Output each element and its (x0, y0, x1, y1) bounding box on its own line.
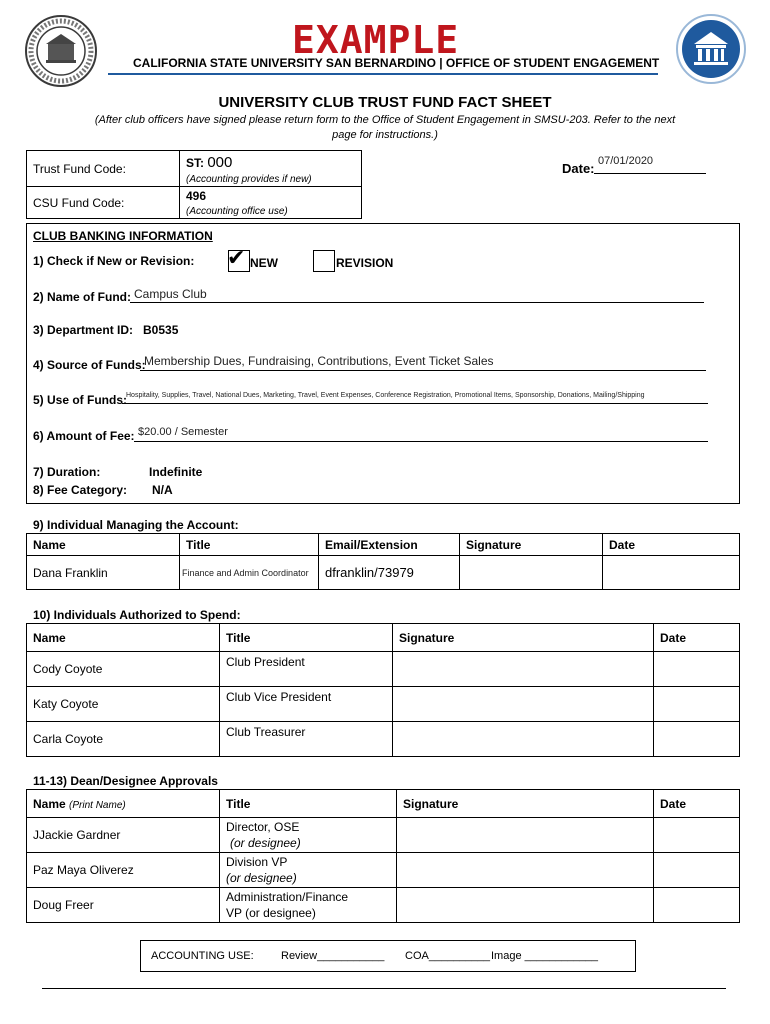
office-subtitle: CALIFORNIA STATE UNIVERSITY SAN BERNARDINO | OFFICE OF STUDENT ENGAGEMENT (133, 56, 660, 70)
csu-fund-note: (Accounting office use) (186, 206, 288, 217)
approvals-header-name (27, 790, 220, 818)
accounting-image[interactable]: Image ____________ (491, 950, 599, 962)
table-row (27, 687, 740, 722)
approver-signature-1[interactable] (397, 818, 654, 853)
manager-title: Finance and Admin Coordinator (180, 556, 319, 590)
accounting-use-label: ACCOUNTING USE: (151, 950, 254, 962)
approver-name-3: Doug Freer (27, 888, 220, 923)
table-row (27, 818, 740, 853)
manager-email: dfranklin/73979 (319, 556, 460, 590)
approver-title-3-line1: Administration/Finance (226, 890, 349, 904)
date-label: Date: (562, 161, 595, 176)
authorized-heading: 10) Individuals Authorized to Spend: (33, 608, 241, 622)
q4-label: 4) Source of Funds: (33, 358, 146, 372)
approver-name-2: Paz Maya Oliverez (27, 853, 220, 888)
csu-fund-label: CSU Fund Code: (27, 187, 180, 219)
authorized-date-1[interactable] (654, 652, 740, 687)
revision-checkbox[interactable] (313, 250, 335, 272)
check-mark-icon: ✔ (227, 245, 246, 270)
approvals-table (26, 789, 740, 923)
q6-value[interactable]: $20.00 / Semester (138, 426, 228, 438)
approver-date-2[interactable] (654, 853, 740, 888)
approvals-heading: 11-13) Dean/Designee Approvals (33, 774, 218, 788)
q4-underline (140, 370, 706, 371)
new-label: NEW (250, 256, 278, 270)
approvals-header-date: Date (654, 790, 740, 818)
managing-heading: 9) Individual Managing the Account: (33, 518, 239, 532)
managing-header-date: Date (603, 534, 740, 556)
example-watermark: EXAMPLE (292, 18, 460, 62)
authorized-title-2: Club Vice President (220, 687, 393, 722)
approvals-name-label: Name (33, 796, 66, 811)
table-row (27, 888, 740, 923)
manager-name: Dana Franklin (27, 556, 180, 590)
q2-label: 2) Name of Fund: (33, 290, 131, 304)
csu-fund-value: 496 (186, 189, 207, 203)
authorized-date-2[interactable] (654, 687, 740, 722)
instructions-line-2: page for instructions.) (332, 129, 438, 141)
instructions-line-1: (After club officers have signed please return form to the Office of Student Engagement in SMSU-203. Refer to the next (94, 114, 676, 126)
q7-label: 7) Duration: (33, 465, 101, 479)
trust-prefix: ST: (186, 156, 204, 170)
authorized-signature-3[interactable] (393, 722, 654, 757)
authorized-name-3: Carla Coyote (27, 722, 220, 757)
authorized-name-1: Cody Coyote (27, 652, 220, 687)
university-seal-logo (24, 14, 98, 88)
q7-value: Indefinite (149, 465, 203, 479)
banking-heading: CLUB BANKING INFORMATION (33, 229, 213, 243)
csu-fund-cell[interactable] (180, 187, 362, 219)
form-title: UNIVERSITY CLUB TRUST FUND FACT SHEET (218, 94, 552, 111)
q8-label: 8) Fee Category: (33, 483, 128, 497)
q5-underline (122, 403, 708, 404)
q5-value[interactable]: Hospitality, Supplies, Travel, National Dues, Marketing, Travel, Event Expenses, Conference Registration, Promotional Items, Sponsorship, Donations, Mailing/Shipping (126, 392, 645, 399)
footer-rule (42, 988, 726, 989)
table-row (27, 556, 740, 590)
authorized-header-title: Title (220, 624, 393, 652)
accounting-use-box (140, 940, 636, 972)
q8-value: N/A (152, 483, 173, 497)
table-row (27, 853, 740, 888)
approver-title-1-line2: (or designee) (230, 836, 301, 850)
date-value[interactable]: 07/01/2020 (598, 155, 654, 167)
authorized-signature-2[interactable] (393, 687, 654, 722)
approvals-header-signature: Signature (397, 790, 654, 818)
approver-name-1: JJackie Gardner (27, 818, 220, 853)
accounting-review[interactable]: Review___________ (281, 950, 385, 962)
approver-date-3[interactable] (654, 888, 740, 923)
revision-label: REVISION (336, 256, 394, 270)
approver-title-2 (220, 853, 397, 888)
approver-title-3-line2: VP (or designee) (226, 906, 316, 920)
approvals-header-title: Title (220, 790, 397, 818)
managing-header-email: Email/Extension (319, 534, 460, 556)
approver-signature-2[interactable] (397, 853, 654, 888)
header-rule (108, 73, 658, 75)
q6-underline (134, 441, 708, 442)
bank-building-icon (676, 14, 746, 84)
q1-label: 1) Check if New or Revision: (33, 254, 195, 268)
fund-codes-table (26, 150, 362, 219)
trust-fund-value: 000 (207, 154, 233, 171)
q6-label: 6) Amount of Fee: (33, 429, 135, 443)
managing-header-name: Name (27, 534, 180, 556)
approver-title-1-line1: Director, OSE (226, 820, 300, 834)
authorized-signature-1[interactable] (393, 652, 654, 687)
authorized-header-signature: Signature (393, 624, 654, 652)
q2-underline (130, 302, 704, 303)
authorized-header-name: Name (27, 624, 220, 652)
q2-value[interactable]: Campus Club (134, 287, 207, 301)
authorized-name-2: Katy Coyote (27, 687, 220, 722)
approver-date-1[interactable] (654, 818, 740, 853)
q4-value[interactable]: Membership Dues, Fundraising, Contributions, Event Ticket Sales (144, 354, 494, 368)
trust-fund-label: Trust Fund Code: (27, 151, 180, 187)
manager-signature[interactable] (460, 556, 603, 590)
approvals-name-note: (Print Name) (69, 799, 126, 811)
managing-header-title: Title (180, 534, 319, 556)
authorized-table (26, 623, 740, 757)
accounting-coa[interactable]: COA__________ (405, 950, 491, 962)
approver-signature-3[interactable] (397, 888, 654, 923)
managing-table (26, 533, 740, 590)
authorized-title-1: Club President (220, 652, 393, 687)
q3-label: 3) Department ID: (33, 323, 134, 337)
q5-label: 5) Use of Funds: (33, 393, 128, 407)
approver-title-2-line1: Division VP (226, 855, 288, 869)
manager-date[interactable] (603, 556, 740, 590)
trust-fund-cell[interactable] (180, 151, 362, 187)
trust-fund-note: (Accounting provides if new) (186, 174, 312, 185)
q3-value: B0535 (143, 323, 179, 337)
authorized-title-3: Club Treasurer (220, 722, 393, 757)
table-row (27, 652, 740, 687)
table-row (27, 722, 740, 757)
approver-title-2-line2: (or designee) (226, 871, 297, 885)
authorized-date-3[interactable] (654, 722, 740, 757)
approver-title-1 (220, 818, 397, 853)
managing-header-signature: Signature (460, 534, 603, 556)
approver-title-3 (220, 888, 397, 923)
authorized-header-date: Date (654, 624, 740, 652)
date-underline (594, 173, 706, 174)
